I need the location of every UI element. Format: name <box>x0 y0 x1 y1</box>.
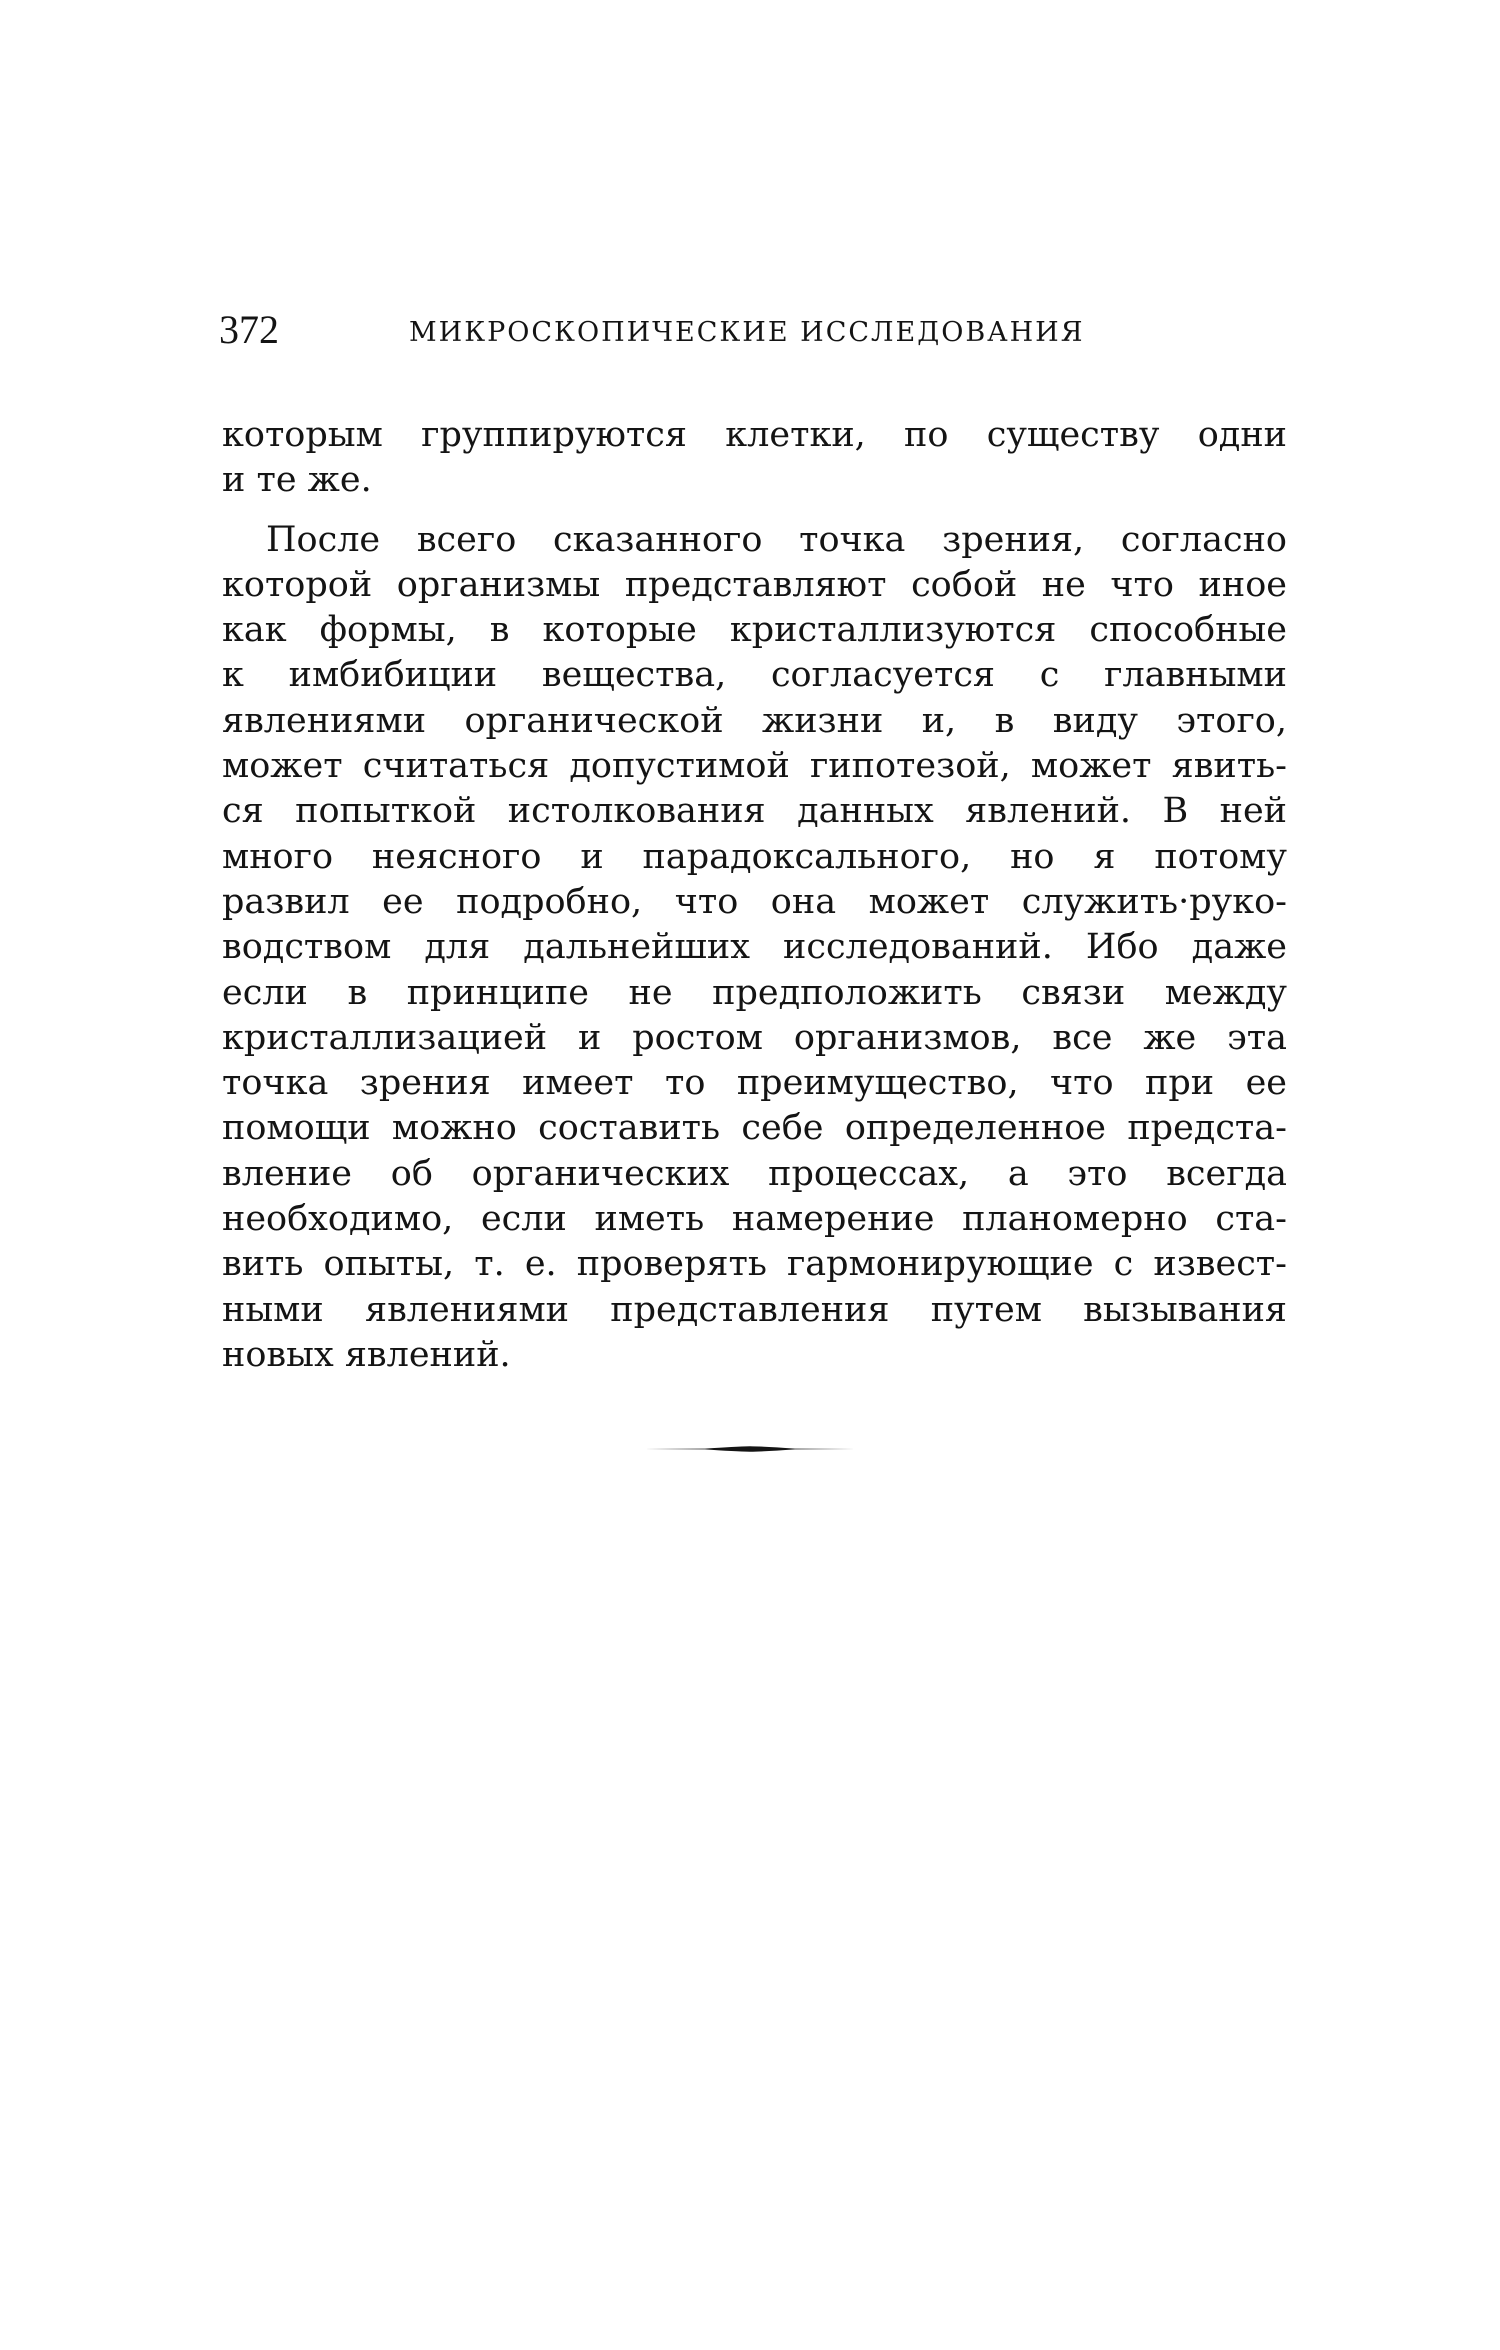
text-line: может считаться допустимой гипотезой, может явить- <box>222 746 1287 787</box>
end-ornament-rule <box>645 1444 855 1454</box>
paragraph-2 <box>222 518 1287 1379</box>
text-line: если в принципе не предположить связи между <box>222 972 1287 1013</box>
text-line: явлениями органической жизни и, в виду этого, <box>222 700 1287 741</box>
text-line: ными явлениями представления путем вызывания <box>222 1289 1287 1330</box>
paragraph-1 <box>222 413 1287 504</box>
text-line: новых явлений. <box>222 1334 511 1375</box>
text-line: ся попыткой истолкования данных явлений. В ней <box>222 791 1287 832</box>
text-line: кристаллизацией и ростом организмов, все же эта <box>222 1017 1287 1058</box>
text-line: и те же. <box>222 460 372 501</box>
text-line: развил ее подробно, что она может служить·руко- <box>222 881 1287 922</box>
text-line: которой организмы представляют собой не что иное <box>222 564 1287 605</box>
page-header <box>219 300 1289 360</box>
page-number: 372 <box>219 307 279 352</box>
text-line: вление об органических процессах, а это всегда <box>222 1153 1287 1194</box>
text-line: вить опыты, т. е. проверять гармонирующие с извест- <box>222 1244 1287 1285</box>
running-title: МИКРОСКОПИЧЕСКИЕ ИССЛЕДОВАНИЯ <box>409 317 1085 348</box>
text-line: как формы, в которые кристаллизуются способные <box>222 610 1287 651</box>
text-line: помощи можно составить себе определенное предста- <box>222 1108 1287 1149</box>
text-line: необходимо, если иметь намерение планомерно ста- <box>222 1199 1287 1240</box>
body-text <box>222 413 1287 1378</box>
text-line: которым группируются клетки, по существу одни <box>222 415 1287 455</box>
text-line: к имбибиции вещества, согласуется с главными <box>222 655 1287 696</box>
text-line: После всего сказанного точка зрения, согласно <box>266 519 1287 560</box>
text-line: точка зрения имеет то преимущество, что при ее <box>222 1063 1287 1104</box>
text-line: водством для дальнейших исследований. Ибо даже <box>222 927 1287 968</box>
text-line: много неясного и парадоксального, но я потому <box>222 836 1287 877</box>
